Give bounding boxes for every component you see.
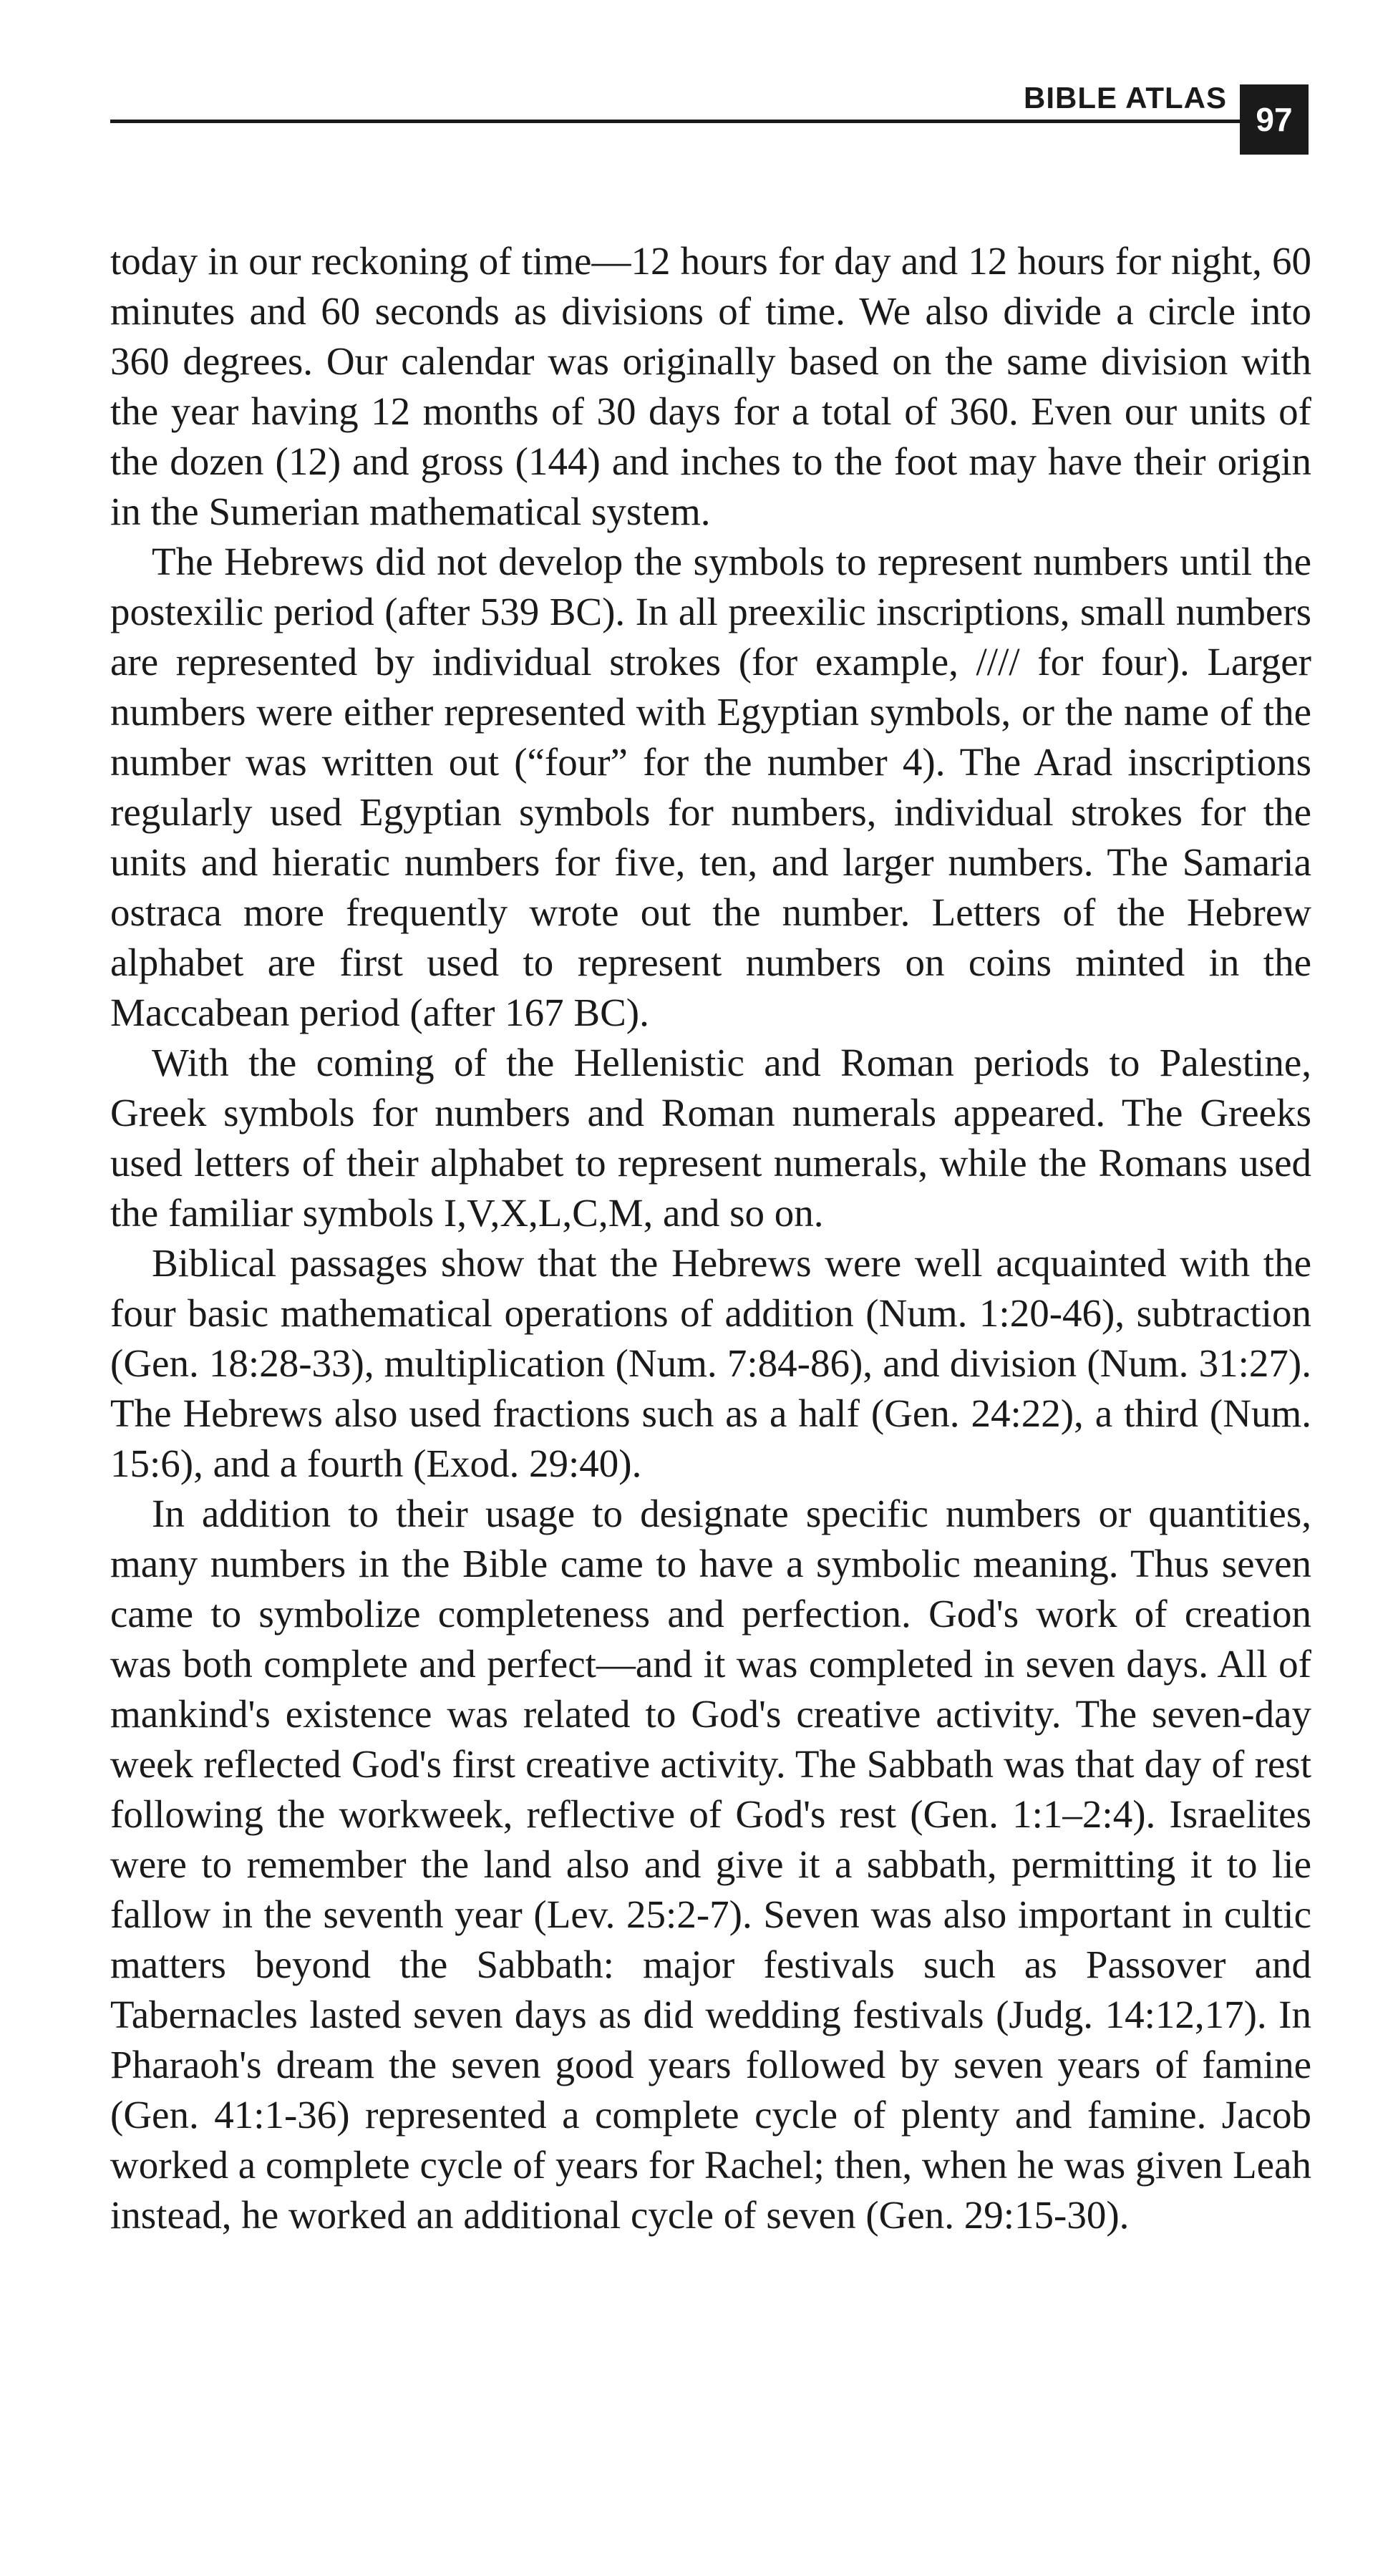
body-text — [110, 236, 1311, 2240]
paragraph-math-operations: Biblical passages show that the Hebrews were well acquainted with the four basic mathematical operations of addition (Num. 1:20-46), subtraction (Gen. 18:28-33), multiplication (Num. 7:84-86), and division (Num. 31:27). The Hebrews also used fractions such as a half (Gen. 24:22), a third (Num. 15:6), and a fourth (Exod. 29:40). — [110, 1241, 1311, 1485]
paragraph-symbolic-meaning: In addition to their usage to designate specific numbers or quantities, many numbers in the Bible came to have a symbolic meaning. Thus seven came to symbolize completeness and perfection. God's work of creation was both complete and perfect—and it was completed in seven days. All of mankind's existence was related to God's creative activity. The seven-day week reflected God's first creative activity. The Sabbath was that day of rest following the workweek, reflective of God's rest (Gen. 1:1–2:4). Israelites were to remember the land also and give it a sabbath, permitting it to lie fallow in the seventh year (Lev. 25:2-7). Seven was also important in cultic matters beyond the Sabbath: major festivals such as Passover and Tabernacles lasted seven days as did wedding festivals (Judg. 14:12,17). In Pharaoh's dream the seven good years followed by seven years of famine (Gen. 41:1-36) represented a complete cycle of plenty and famine. Jacob worked a complete cycle of years for Rachel; then, when he was given Leah instead, he worked an additional cycle of seven (Gen. 29:15-30). — [110, 1492, 1311, 2237]
running-title: BIBLE ATLAS — [1024, 81, 1227, 115]
page-number: 97 — [1240, 84, 1309, 155]
page-header — [110, 80, 1311, 159]
header-rule — [110, 120, 1243, 123]
paragraph-hellenistic-roman: With the coming of the Hellenistic and Roman periods to Palestine, Greek symbols for numbers and Roman numerals appeared. The Greeks used letters of their alphabet to represent numerals, while the Romans used the familiar symbols I,V,X,L,C,M, and so on. — [110, 1041, 1311, 1235]
paragraph-hebrew-numbers: The Hebrews did not develop the symbols to represent numbers until the postexilic period (after 539 BC). In all preexilic inscriptions, small numbers are represented by individual strokes (for example, //// for four). Larger numbers were either represented with Egyptian symbols, or the name of the number was written out (“four” for the number 4). The Arad inscriptions regularly used Egyptian symbols for numbers, individual strokes for the units and hieratic numbers for five, ten, and larger numbers. The Samaria ostraca more frequently wrote out the number. Letters of the Hebrew alphabet are first used to represent numbers on coins minted in the Maccabean period (after 167 BC). — [110, 540, 1311, 1034]
paragraph-continued: today in our reckoning of time—12 hours for day and 12 hours for night, 60 minutes and 60 seconds as divisions of time. We also divide a circle into 360 degrees. Our calendar was originally based on the same division with the year having 12 months of 30 days for a total of 360. Even our units of the dozen (12) and gross (144) and inches to the foot may have their origin in the Sumerian mathematical system. — [110, 239, 1311, 533]
